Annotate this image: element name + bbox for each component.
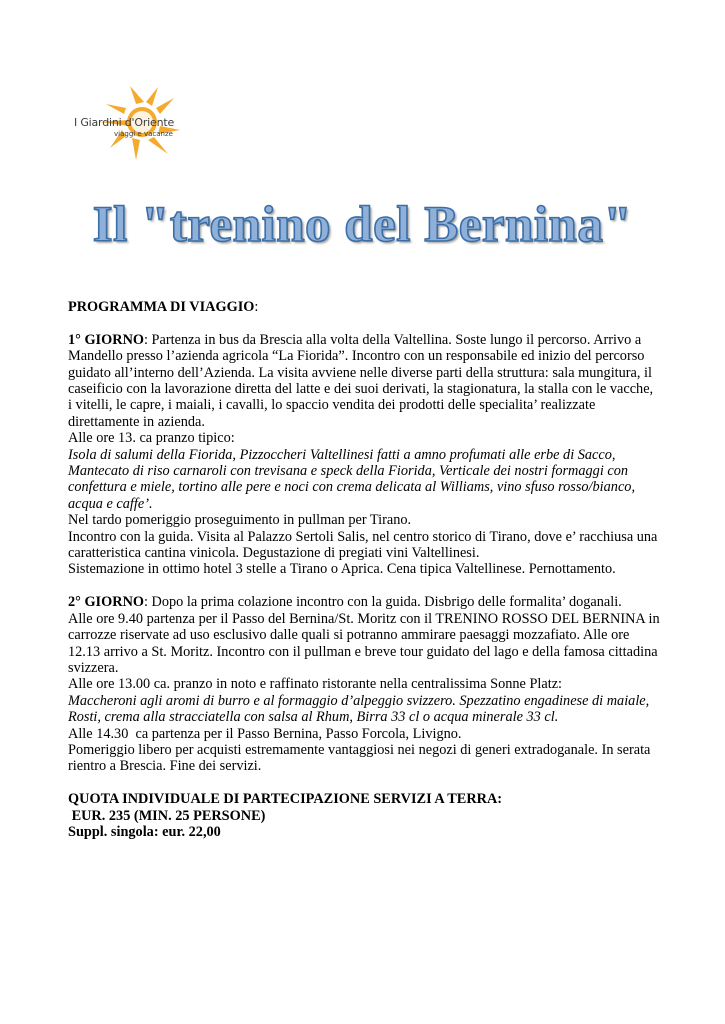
agency-logo [70, 82, 200, 162]
quota-price: EUR. 235 (MIN. 25 PERSONE) [68, 807, 266, 824]
program-heading-colon: : [254, 299, 259, 315]
program-heading-line [68, 299, 660, 315]
logo-tagline-text: viaggi e vacanze [114, 130, 173, 138]
logo-brand-text: I Giardini d'Oriente [74, 116, 175, 129]
day2-train: Alle ore 9.40 partenza per il Passo del Bernina/St. Moritz con il TRENINO ROSSO DEL BERNINA in carrozze riservate ad uso esclusivo dalle quali si potranno ammirare paesaggi mozzafiato. Alle ore 12.13 arrivo a St. Moritz. Incontro con il pullman e breve tour guidato del lago e della famosa cittadina svizzera. [68, 610, 660, 676]
day1-night: Sistemazione in ottimo hotel 3 stelle a Tirano o Aprica. Cena tipica Valtellinese. Pernottamento. [68, 561, 616, 578]
day1-label: 1° GIORNO [68, 331, 145, 348]
day1-intro [68, 332, 660, 430]
day2-intro-text: : Dopo la prima colazione incontro con la guida. Disbrigo delle formalita’ doganali. [144, 594, 622, 611]
day2-departure: Alle 14.30 ca partenza per il Passo Bernina, Passo Forcola, Livigno. [68, 725, 462, 742]
quota-heading: QUOTA INDIVIDUALE DI PARTECIPAZIONE SERVIZI A TERRA: [68, 791, 503, 808]
day1-lunch: Alle ore 13. ca pranzo tipico: [68, 430, 235, 447]
day2-label: 2° GIORNO [68, 594, 145, 611]
day2-intro [68, 594, 660, 610]
day1-visit: Incontro con la guida. Visita al Palazzo Sertoli Salis, nel centro storico di Tirano, dove e’ racchiusa una caratteristica cantina vinicola. Degustazione di pregiati vini Valtellinesi. [68, 528, 658, 562]
program-heading: PROGRAMMA DI VIAGGIO [68, 299, 255, 315]
day1-afternoon: Nel tardo pomeriggio proseguimento in pullman per Tirano. [68, 512, 412, 529]
document-body [68, 299, 660, 840]
day1-menu: Isola di salumi della Fiorida, Pizzoccheri Valtellinesi fatti a amno profumati alle erbe di Sacco, Mantecato di riso carnaroli con trevisana e speck della Fiorida, Verticale dei nostri formaggi con confettura e miele, tortino alle pere e noci con crema delicata al Williams, vino sfuso rosso/bianco, acqua e caffe’. [68, 446, 636, 512]
day1-intro-text: : Partenza in bus da Brescia alla volta della Valtellina. Soste lungo il percorso. Arrivo a Mandello presso l’azienda agricola “La Fiorida”. Incontro con un responsabile ed inizio del percorso guidato all’interno dell’Azienda. La visita avviene nelle diverse parti della struttura: sala mungitura, il caseificio con la lavorazione diretta del latte e dei suoi derivati, la stagionatura, la stalla con le vacche, i vitelli, le capre, i maiali, i cavalli, lo spaccio vendita dei prodotti delle specialita’ realizzate direttamente in azienda. [68, 331, 654, 430]
day2-menu: Maccheroni agli aromi di burro e al formaggio d’alpeggio svizzero. Spezzatino engadinese di maiale, Rosti, crema alla stracciatella con salsa al Rhum, Birra 33 cl o acqua minerale 33 cl. [68, 692, 650, 726]
day2-afternoon: Pomeriggio libero per acquisti estremamente vantaggiosi nei negozi di generi extradoganale. In serata rientro a Brescia. Fine dei servizi. [68, 741, 651, 775]
day2-lunch: Alle ore 13.00 ca. pranzo in noto e raffinato ristorante nella centralissima Sonne Platz: [68, 676, 563, 693]
quota-supplement: Suppl. singola: eur. 22,00 [68, 823, 221, 840]
document-title: Il "trenino del Bernina" [92, 197, 633, 253]
